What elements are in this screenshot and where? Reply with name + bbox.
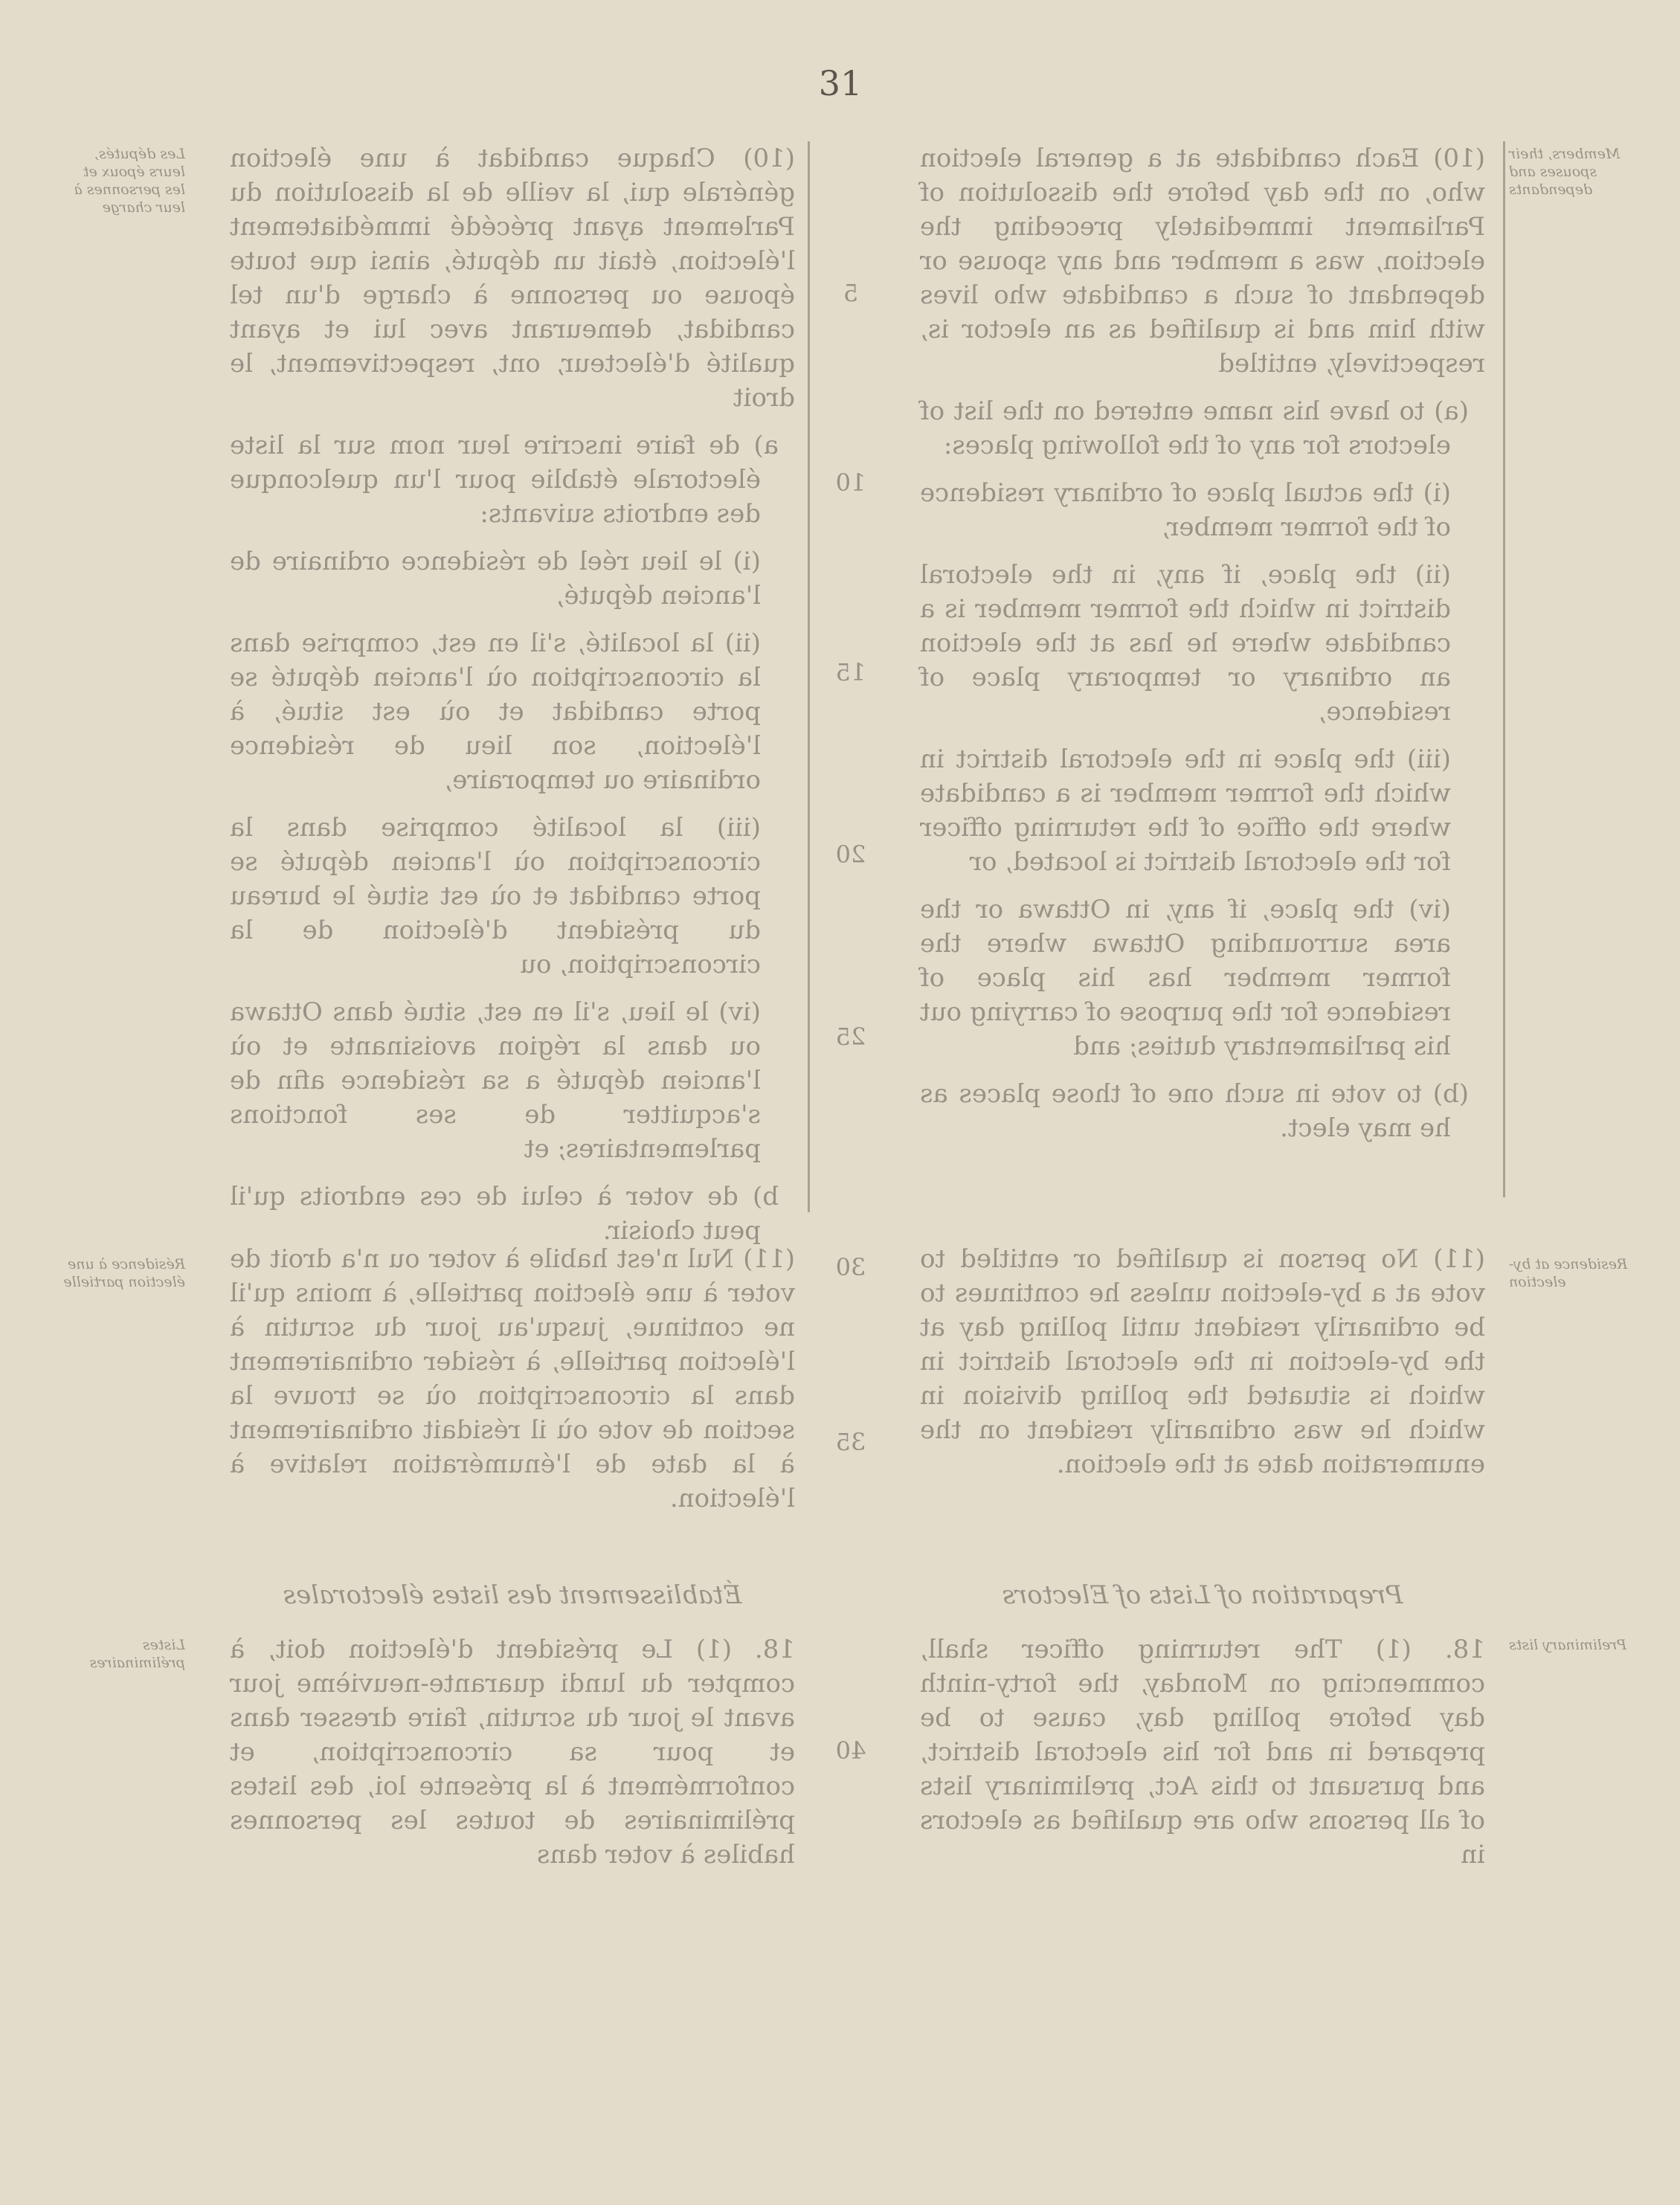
english-para-10: (10) Each candidate at a general election who, on the day before the dissolution of Parliament immediately preceding the election, was a member and any spouse or dependant of such a candidate who lives with him and is qualified as an elector is, respectively, entitled: [920, 144, 1485, 379]
english-para-11: (11) No person is qualified or entitled to vote at a by-election unless he continues to be ordinarily resident until polling day at the by-election in the electoral district in which is situated the polling division in which he was ordinarily resident on the enumeration date at the election.: [920, 1244, 1485, 1479]
line-number: 5: [843, 279, 859, 307]
margin-note-preliminary: Preliminary lists: [1509, 1637, 1627, 1653]
margin-note-members: Members, their spouses and dependants: [1509, 146, 1621, 198]
margin-note-deputes: Les députés, leurs époux et les personnes à leur charge: [74, 146, 185, 216]
english-para-b: (b) to vote in such one of those places as he may elect.: [920, 1079, 1469, 1143]
french-para-18: 18. (1) Le président d'élection doit, à compter du lundi quarante-neuvième jour avant le jour du scrutin, faire dresser dans et pour sa circonscription, et conformément à la présente loi, des listes préliminaires de toutes les personnes habiles à voter dans: [230, 1635, 795, 1870]
french-para-a: a) de faire inscrire leur nom sur la liste électorale établie pour l'un quelconque des endroits suivants:: [230, 431, 779, 529]
english-section-11: [920, 1242, 1485, 1495]
french-para-11: (11) Nul n'est habile à voter ou n'a droit de voter à une élection partielle, à moins qu'il ne continue, jusqu'au jour du scrutin à l'élection partielle, à résider ordinairement dans la circonscription où se trouve la section de vote où il résidait ordinairement à la date de l'énumération relative à l'élection.: [230, 1244, 795, 1513]
french-para-b: b) de voter à celui de ces endroits qu'il peut choisir.: [230, 1182, 779, 1246]
french-section-11: [230, 1242, 795, 1529]
english-column-rule: [1503, 141, 1505, 1197]
french-para-10: (10) Chaque candidat à une élection générale qui, la veille de la dissolution du Parlement ayant précédé immédiatement l'élection, était un député, ainsi que toute épouse ou personne à charge d'un tel candidat, demeurant avec lui et ayant qualité d'électeur, ont, respectivement, le droit: [230, 144, 795, 413]
page-number: 31: [818, 63, 863, 103]
english-para-18: 18. (1) The returning officer shall, commencing on Monday, the forty-ninth day before polling day, cause to be prepared in and for his electoral district, and pursuant to this Act, preliminary lists of all persons who are qualified as electors in: [920, 1635, 1485, 1870]
french-para-ii: (ii) la localité, s'il en est, comprise dans la circonscription où l'ancien député se porte candidat et où est situé, à l'élection, son lieu de résidence ordinaire ou temporaire,: [230, 628, 761, 795]
english-para-iii: (iii) the place in the electoral district in which the former member is a candidate where the office of the returning officer for the electoral district is located, or: [920, 744, 1451, 877]
english-para-ii: (ii) the place, if any, in the electoral district in which the former member is a candidate where he has at the election an ordinary or temporary place of residence,: [920, 560, 1451, 727]
french-para-i: (i) le lieu réel de résidence ordinaire de l'ancien député,: [230, 547, 761, 611]
english-para-i: (i) the actual place of ordinary residence of the former member,: [920, 478, 1451, 542]
margin-note-listes: Listes préliminaires: [89, 1637, 185, 1671]
french-para-iv: (iv) le lieu, s'il en est, situé dans Ottawa ou dans la région avoisinante et où l'ancien député a sa résidence afin de s'acquitter de ses fonctions parlementaires; et: [230, 997, 761, 1164]
center-column-rule: [808, 141, 810, 1212]
french-section-16: [230, 141, 795, 1261]
english-para-a: (a) to have his name entered on the list of electors for any of the following places:: [920, 396, 1469, 460]
margin-note-residence-fr: Résidence à une élection partielle: [63, 1256, 185, 1290]
margin-note-residence: Residence at by-election: [1509, 1256, 1628, 1290]
line-number: 30: [835, 1253, 866, 1281]
line-number: 15: [835, 658, 866, 686]
french-heading: Établissement des listes électorales: [283, 1580, 742, 1610]
line-number: 10: [835, 469, 866, 497]
english-section-18: [920, 1632, 1485, 1885]
line-number: 25: [835, 1023, 866, 1051]
english-section-16: [920, 141, 1485, 1159]
line-number: 40: [835, 1736, 866, 1765]
line-number: 35: [835, 1428, 866, 1456]
english-para-iv: (iv) the place, if any, in Ottawa or the area surrounding Ottawa where the former member has his place of residence for the purpose of carrying out his parliamentary duties; and: [920, 895, 1451, 1061]
english-heading: Preparation of Lists of Electors: [1002, 1580, 1403, 1610]
french-section-18: [230, 1632, 795, 1885]
line-number: 20: [835, 840, 866, 869]
french-para-iii: (iii) la localité comprise dans la circonscription où l'ancien député se porte candidat et où est situé le bureau du président d'élection de la circonscription, ou: [230, 813, 761, 979]
